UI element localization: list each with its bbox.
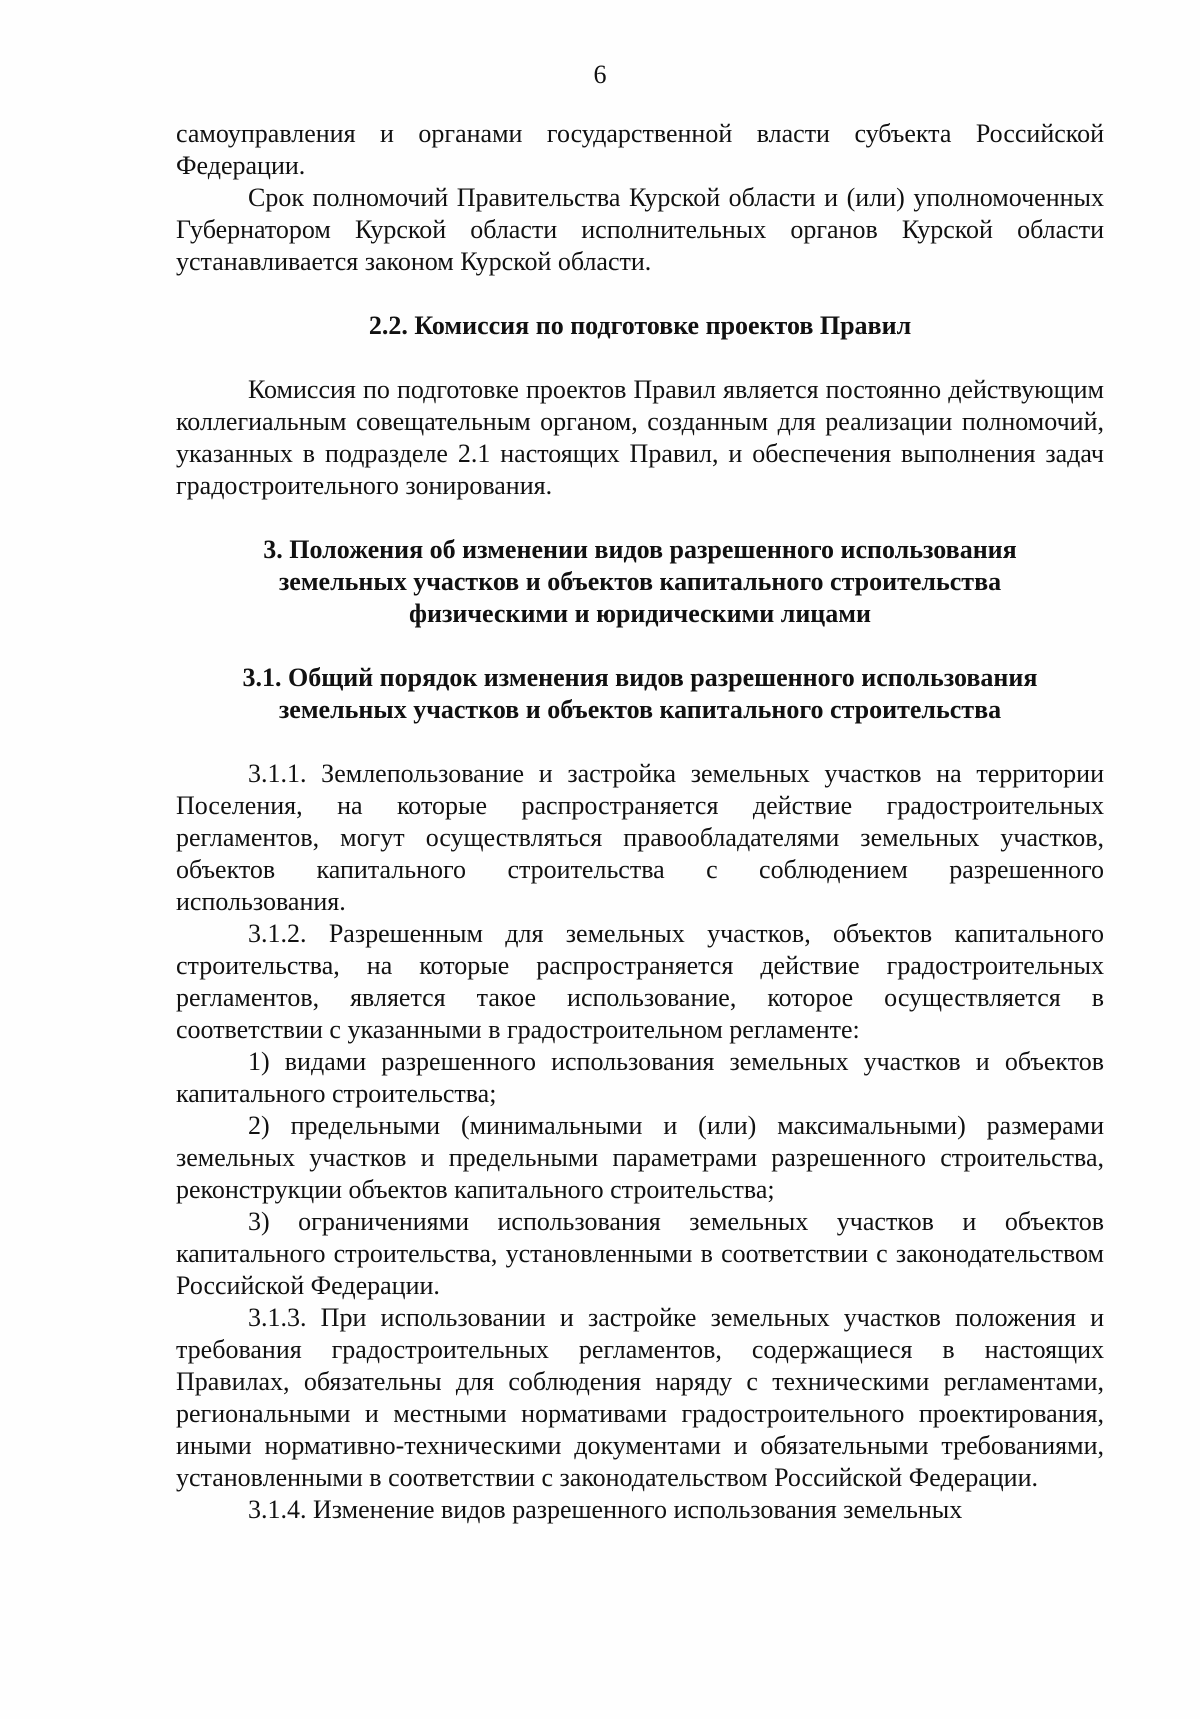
paragraph-commission: Комиссия по подготовке проектов Правил является постоянно действующим коллегиальным совещательным органом, созданным для реализации полномочий, указанных в подразделе 2.1 настоящих Правил, и обеспечения выполнения задач градостроительного зонирования. (176, 375, 1104, 500)
page-number: 6 (593, 60, 607, 89)
section-heading-3-line: физическими и юридическими лицами (409, 599, 871, 628)
list-item-3: 3) ограничениями использования земельных участков и объектов капитального строительства, установленными в соответствии с законодательством Российской Федерации. (176, 1207, 1104, 1300)
paragraph-3-1-4: 3.1.4. Изменение видов разрешенного использования земельных (248, 1495, 963, 1524)
list-item-1: 1) видами разрешенного использования земельных участков и объектов капитального строительства; (176, 1047, 1104, 1108)
section-heading-2-2: 2.2. Комиссия по подготовке проектов Правил (368, 311, 912, 340)
section-heading-3-1-line: земельных участков и объектов капитального строительства (278, 695, 1002, 724)
section-heading-3-1 (176, 662, 1104, 726)
paragraph-3-1-1: 3.1.1. Землепользование и застройка земельных участков на территории Поселения, на которые распространяется действие градостроительных регламентов, могут осуществляться правообладателями земельных участков, объектов капитального строительства с соблюдением разрешенного использования. (176, 759, 1104, 916)
section-heading-3-line: земельных участков и объектов капитального строительства (278, 567, 1002, 596)
section-heading-3-line: 3. Положения об изменении видов разрешенного использования (263, 535, 1017, 564)
paragraph-term-of-powers: Срок полномочий Правительства Курской области и (или) уполномоченных Губернатором Курской области исполнительных органов Курской области устанавливается законом Курской области. (176, 183, 1104, 276)
document-body (176, 118, 1104, 1526)
paragraph-continuation: самоуправления и органами государственной власти субъекта Российской Федерации. (176, 119, 1104, 180)
section-heading-3-1-line: 3.1. Общий порядок изменения видов разрешенного использования (242, 663, 1038, 692)
paragraph-3-1-2: 3.1.2. Разрешенным для земельных участков, объектов капитального строительства, на которые распространяется действие градостроительных регламентов, является такое использование, которое осуществляется в соответствии с указанными в градостроительном регламенте: (176, 919, 1104, 1044)
list-item-2: 2) предельными (минимальными и (или) максимальными) размерами земельных участков и предельными параметрами разрешенного строительства, реконструкции объектов капитального строительства; (176, 1111, 1104, 1204)
paragraph-3-1-3: 3.1.3. При использовании и застройке земельных участков положения и требования градостроительных регламентов, содержащиеся в настоящих Правилах, обязательны для соблюдения наряду с техническими регламентами, региональными и местными нормативами градостроительного проектирования, иными нормативно-техническими документами и обязательными требованиями, установленными в соответствии с законодательством Российской Федерации. (176, 1303, 1104, 1492)
section-heading-3 (176, 534, 1104, 630)
